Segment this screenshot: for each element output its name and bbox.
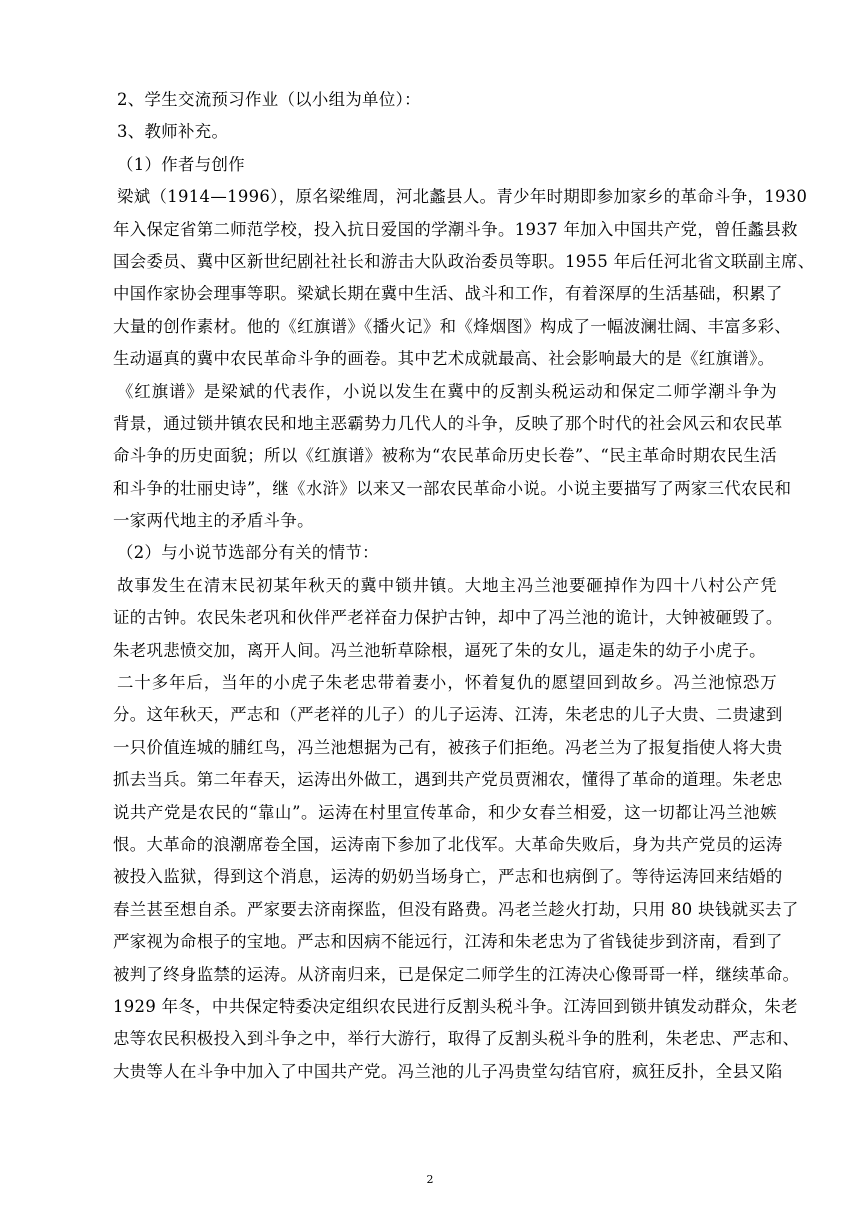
paragraph-line: 大量的创作素材。他的《红旗谱》《播火记》和《烽烟图》构成了一幅波澜壮阔、丰富多彩、 — [113, 316, 792, 336]
paragraph-line: 中国作家协会理事等职。梁斌长期在冀中生活、战斗和工作，有着深厚的生活基础，积累了 — [113, 284, 783, 304]
paragraph-line: 国会委员、冀中区新世纪剧社社长和游击大队政治委员等职。1955 年后任河北省文联副主席、 — [113, 251, 815, 271]
paragraph-line: 命斗争的历史面貌；所以《红旗谱》被称为“农民革命历史长卷”、“民主革命时期农民生活 — [113, 446, 777, 466]
paragraph-line: 一只价值连城的脯红鸟，冯兰池想据为己有，被孩子们拒绝。冯老兰为了报复指使人将大贵 — [113, 737, 783, 757]
paragraph-line: 年入保定省第二师范学校，投入抗日爱国的学潮斗争。1937 年加入中国共产党，曾任蠡县救 — [113, 219, 798, 239]
page-number: 2 — [426, 1173, 434, 1186]
paragraph-line: 背景，通过锁井镇农民和地主恶霸势力几代人的斗争，反映了那个时代的社会风云和农民革 — [113, 413, 783, 433]
document-body — [113, 84, 815, 1088]
paragraph-line: 梁斌（1914—1996），原名梁维周，河北蠡县人。青少年时期即参加家乡的革命斗争，1930 — [117, 187, 808, 207]
paragraph-line: 大贵等人在斗争中加入了中国共产党。冯兰池的儿子冯贵堂勾结官府，疯狂反扑，全县又陷 — [113, 1061, 783, 1081]
paragraph-line: 恨。大革命的浪潮席卷全国，运涛南下参加了北伐军。大革命失败后，身为共产党员的运涛 — [113, 834, 783, 854]
section-heading: 2、学生交流预习作业（以小组为单位）： — [117, 90, 421, 109]
paragraph-line: 被判了终身监禁的运涛。从济南归来，已是保定二师学生的江涛决心像哥哥一样，继续革命。 — [113, 964, 800, 984]
subsection-heading: （1）作者与创作 — [117, 154, 245, 174]
paragraph-line: 春兰甚至想自杀。严家要去济南探监，但没有路费。冯老兰趁火打劫，只用 80 块钱就买去了 — [113, 899, 799, 919]
paragraph-line: 和斗争的壮丽史诗”，继《水浒》以来又一部农民革命小说。小说主要描写了两家三代农民和 — [113, 478, 792, 498]
paragraph-line: 说共产党是农民的“靠山”。运涛在村里宣传革命，和少女春兰相爱，这一切都让冯兰池嫉 — [113, 802, 777, 822]
paragraph-line: 生动逼真的冀中农民革命斗争的画卷。其中艺术成就最高、社会影响最大的是《红旗谱》。 — [113, 349, 775, 369]
paragraph-line: 证的古钟。农民朱老巩和伙伴严老祥奋力保护古钟，却中了冯兰池的诡计，大钟被砸毁了。 — [113, 608, 783, 628]
paragraph-line: 二十多年后，当年的小虎子朱老忠带着妻小，怀着复仇的愿望回到故乡。冯兰池惊恐万 — [117, 673, 777, 693]
paragraph-line: 1929 年冬，中共保定特委决定组织农民进行反割头税斗争。江涛回到锁井镇发动群众，朱老 — [113, 996, 798, 1016]
paragraph-line: 抓去当兵。第二年春天，运涛出外做工，遇到共产党员贾湘农，懂得了革命的道理。朱老忠 — [113, 770, 783, 790]
paragraph-line: 严家视为命根子的宝地。严志和因病不能远行，江涛和朱老忠为了省钱徒步到济南，看到了 — [113, 932, 783, 952]
paragraph-line: 故事发生在清末民初某年秋天的冀中锁井镇。大地主冯兰池要砸掉作为四十八村公产凭 — [117, 575, 777, 595]
paragraph-line: 《红旗谱》是梁斌的代表作，小说以发生在冀中的反割头税运动和保定二师学潮斗争为 — [117, 381, 777, 401]
paragraph-line: 一家两代地主的矛盾斗争。 — [113, 511, 314, 531]
paragraph-line: 忠等农民积极投入到斗争之中，举行大游行，取得了反割头税斗争的胜利，朱老忠、严志和、 — [113, 1029, 800, 1049]
paragraph-line: 分。这年秋天，严志和（严老祥的儿子）的儿子运涛、江涛，朱老忠的儿子大贵、二贵逮到 — [113, 705, 783, 725]
paragraph-line: 朱老巩悲愤交加，离开人间。冯兰池斩草除根，逼死了朱的女儿，逼走朱的幼子小虎子。 — [113, 640, 766, 660]
section-heading: 3、教师补充。 — [117, 122, 229, 142]
subsection-heading: （2）与小说节选部分有关的情节： — [117, 543, 379, 563]
paragraph-line: 被投入监狱，得到这个消息，运涛的奶奶当场身亡，严志和也病倒了。等待运涛回来结婚的 — [113, 867, 783, 887]
